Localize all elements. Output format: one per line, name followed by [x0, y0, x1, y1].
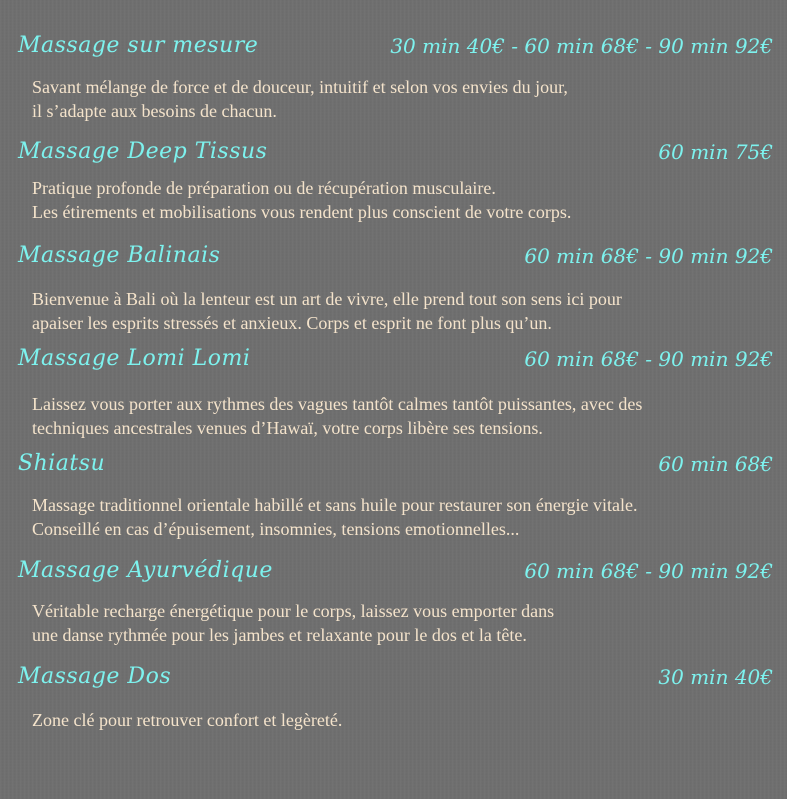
service-title: Massage Ayurvédique [18, 558, 273, 583]
service-description [32, 287, 622, 335]
service-title: Massage Deep Tissus [18, 139, 268, 164]
description-line: apaiser les esprits stressés et anxieux. Corps et esprit ne font plus qu’un. [32, 313, 552, 333]
service-title: Massage sur mesure [18, 33, 259, 58]
service-description [32, 75, 568, 123]
description-line: Conseillé en cas d’épuisement, insomnies, tensions emotionnelles... [32, 519, 520, 539]
service-title: Massage Lomi Lomi [18, 346, 251, 371]
service-price: 30 min 40€ - 60 min 68€ - 90 min 92€ [390, 34, 773, 58]
service-description [32, 392, 642, 440]
description-line: une danse rythmée pour les jambes et relaxante pour le dos et la tête. [32, 625, 527, 645]
description-line: Massage traditionnel orientale habillé et sans huile pour restaurer son énergie vitale. [32, 495, 638, 515]
service-price: 60 min 68€ - 90 min 92€ [524, 559, 773, 583]
description-line: Les étirements et mobilisations vous rendent plus conscient de votre corps. [32, 202, 572, 222]
service-price: 30 min 40€ [658, 665, 773, 689]
service-price: 60 min 68€ - 90 min 92€ [524, 244, 773, 268]
service-price: 60 min 75€ [658, 140, 773, 164]
service-title: Massage Dos [18, 664, 172, 689]
description-line: Pratique profonde de préparation ou de récupération musculaire. [32, 178, 496, 198]
service-price: 60 min 68€ - 90 min 92€ [524, 347, 773, 371]
service-description [32, 708, 342, 732]
description-line: Véritable recharge énergétique pour le corps, laissez vous emporter dans [32, 601, 555, 621]
service-title: Shiatsu [18, 451, 106, 476]
service-description [32, 176, 571, 224]
description-line: Zone clé pour retrouver confort et legèreté. [32, 710, 343, 730]
description-line: il s’adapte aux besoins de chacun. [32, 101, 277, 121]
description-line: Laissez vous porter aux rythmes des vagues tantôt calmes tantôt puissantes, avec des [32, 394, 643, 414]
service-description [32, 599, 554, 647]
description-line: Savant mélange de force et de douceur, intuitif et selon vos envies du jour, [32, 77, 568, 97]
service-price: 60 min 68€ [658, 452, 773, 476]
service-description [32, 493, 637, 541]
description-line: Bienvenue à Bali où la lenteur est un art de vivre, elle prend tout son sens ici pour [32, 289, 622, 309]
service-title: Massage Balinais [18, 243, 221, 268]
description-line: techniques ancestrales venues d’Hawaï, votre corps libère ses tensions. [32, 418, 543, 438]
